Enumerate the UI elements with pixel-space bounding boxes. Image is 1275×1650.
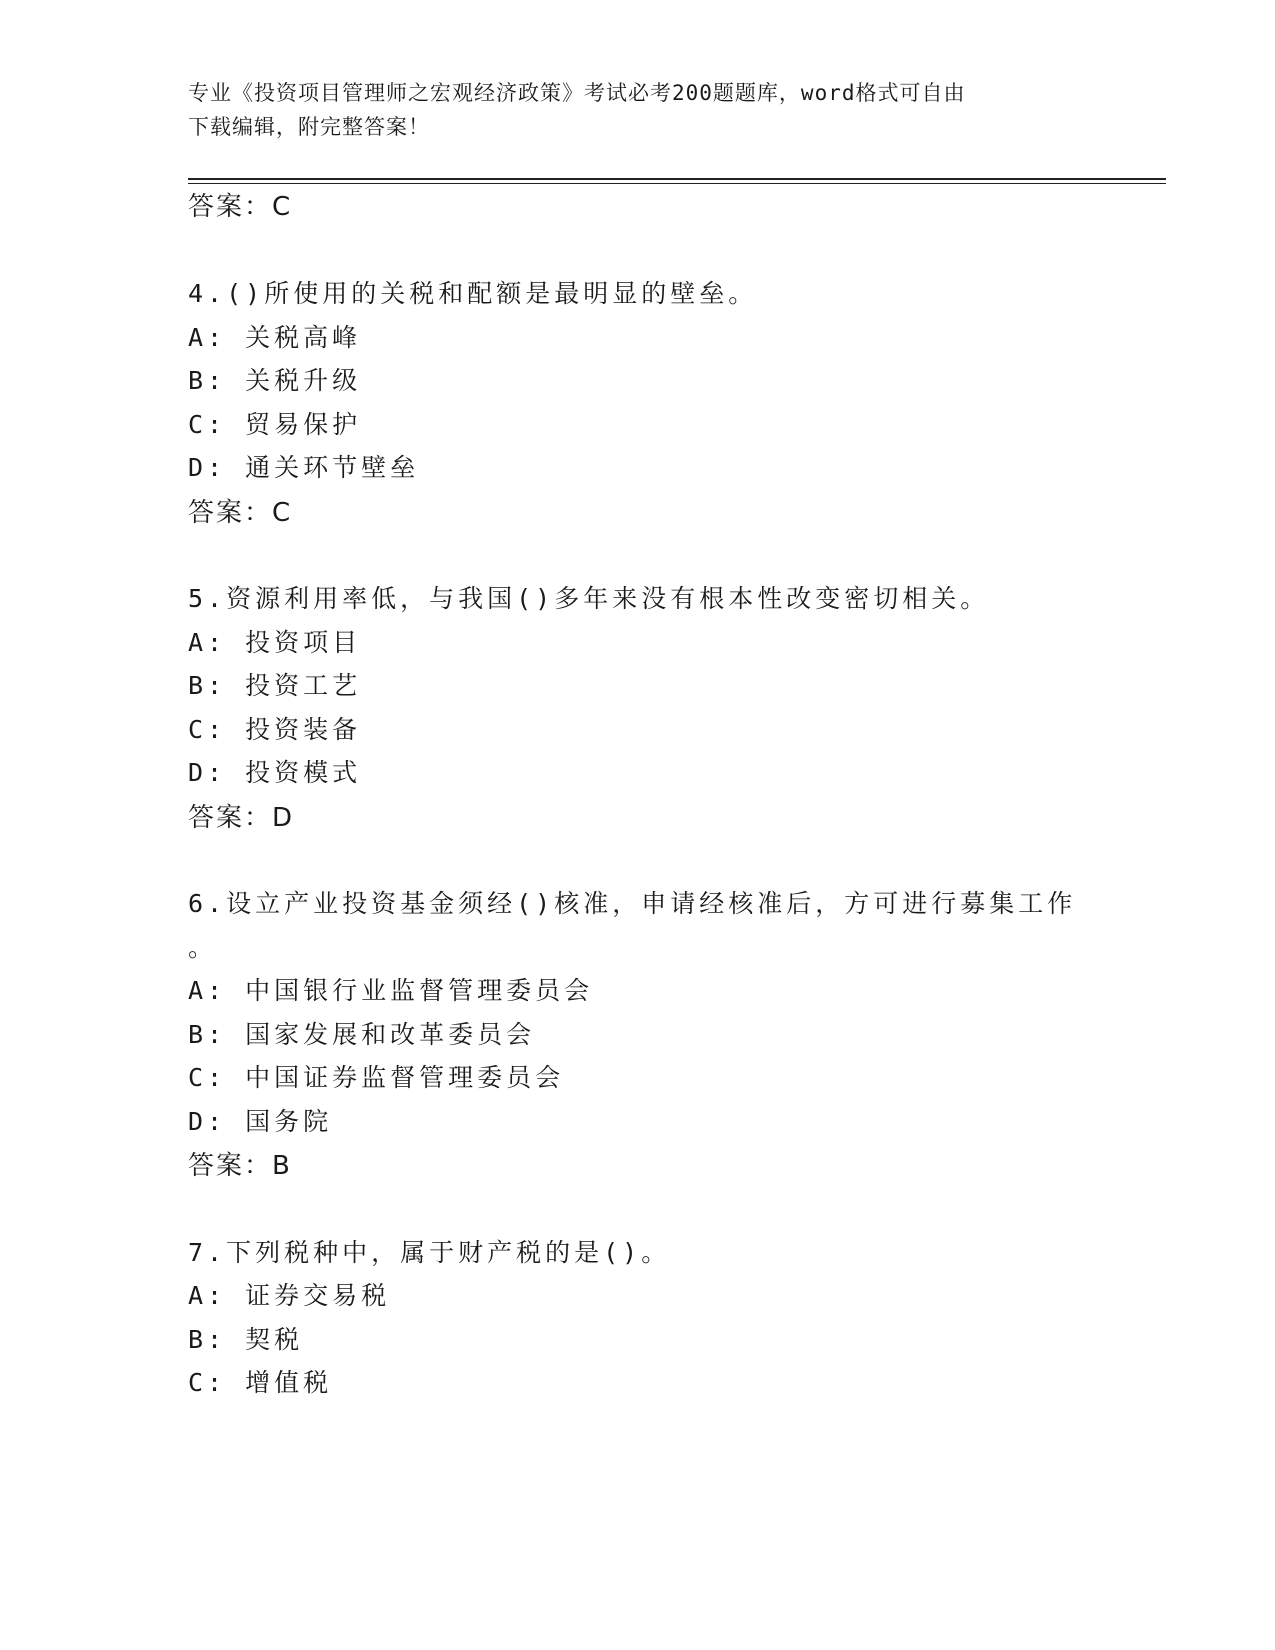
question-6-option-a: A: 中国银行业监督管理委员会 (188, 976, 594, 1005)
question-5-option-d: D: 投资模式 (188, 758, 362, 787)
question-6-option-c: C: 中国证券监督管理委员会 (188, 1063, 565, 1092)
question-5-answer: 答案：D (188, 803, 295, 833)
document-header (188, 76, 1068, 144)
header-line-1: 专业《投资项目管理师之宏观经济政策》考试必考200题题库，word格式可自由 (188, 81, 966, 105)
question-5-option-b: B: 投资工艺 (188, 671, 362, 700)
header-divider-thin (188, 183, 1166, 184)
question-4-option-c: C: 贸易保护 (188, 410, 362, 439)
question-7-option-a: A: 证券交易税 (188, 1281, 391, 1310)
question-6-stem: 6.设立产业投资基金须经()核准，申请经核准后，方可进行募集工作 (188, 889, 1077, 918)
header-line-2: 下载编辑，附完整答案！ (188, 115, 430, 139)
header-divider-thick (188, 178, 1166, 180)
question-7-stem: 7.下列税种中，属于财产税的是()。 (188, 1238, 671, 1267)
question-3-answer: 答案：C (188, 192, 293, 222)
question-4-option-a: A: 关税高峰 (188, 323, 362, 352)
question-6-option-d: D: 国务院 (188, 1107, 333, 1136)
question-5-option-c: C: 投资装备 (188, 715, 362, 744)
question-4-answer: 答案：C (188, 498, 293, 528)
question-7-option-c: C: 增值税 (188, 1368, 333, 1397)
question-4-option-b: B: 关税升级 (188, 366, 362, 395)
question-5-stem: 5.资源利用率低，与我国()多年来没有根本性改变密切相关。 (188, 584, 990, 613)
question-4-stem: 4.()所使用的关税和配额是最明显的壁垒。 (188, 279, 758, 308)
question-6-stem-continuation: 。 (188, 933, 218, 962)
question-5-option-a: A: 投资项目 (188, 628, 362, 657)
question-6-option-b: B: 国家发展和改革委员会 (188, 1020, 536, 1049)
question-6-answer: 答案：B (188, 1151, 292, 1181)
question-7-option-b: B: 契税 (188, 1325, 304, 1354)
question-4-option-d: D: 通关环节壁垒 (188, 453, 420, 482)
